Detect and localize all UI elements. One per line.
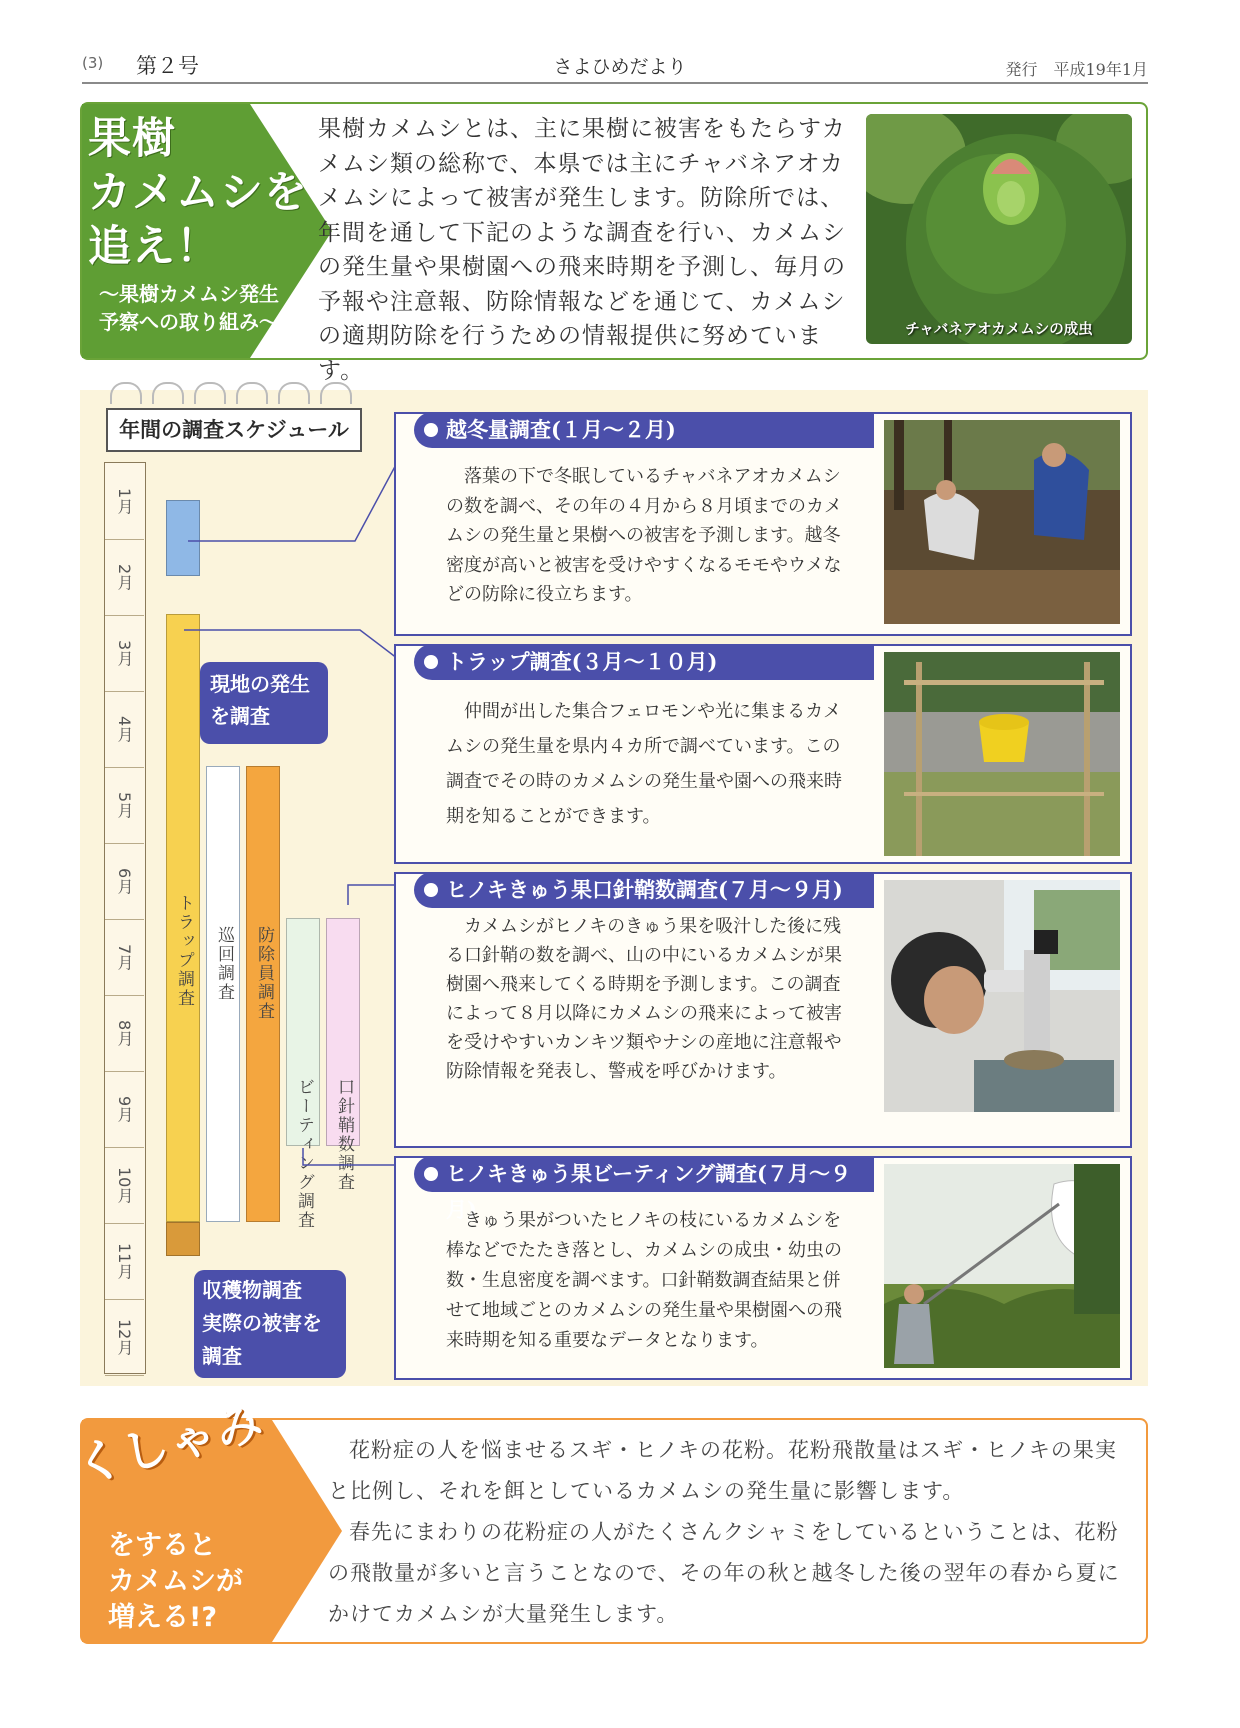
- survey-card-beating: [394, 1156, 1132, 1380]
- schedule-title: 年間の調査スケジュール: [106, 408, 362, 452]
- schedule-bar-label: 防除員調査: [254, 926, 274, 1021]
- month-label: 5月: [105, 767, 144, 844]
- intro-subtitle: ～果樹カメムシ発生 予察への取り組み～: [99, 282, 279, 334]
- callout-field-survey: 現地の発生 を調査: [200, 662, 328, 744]
- month-label: 9月: [105, 1071, 144, 1148]
- schedule-bar-label: 口針鞘数調査: [334, 1078, 354, 1192]
- survey-text: 仲間が出した集合フェロモンや光に集まるカメムシの発生量を県内４カ所で調べています。この調査でその時のカメムシの発生量や園への飛来時期を知ることができます。: [446, 701, 842, 827]
- intro-body: 果樹カメムシとは、主に果樹に被害をもたらすカメムシ類の総称で、本県では主にチャバネアオカメムシによって被害が発生します。防除所では、年間を通して下記のような調査を行い、カメムシの発生量や果樹園への飛来時期を予測し、毎月の予報や注意報、防除情報などを通じて、カメムシの適期防除を行うための情報提供に努めています。: [318, 116, 846, 384]
- photo-caption: チャバネアオカメムシの成虫: [905, 322, 1093, 338]
- sneeze-subtitle: をすると カメムシが 増える!?: [108, 1530, 243, 1633]
- trap-survey-photo: [884, 652, 1120, 856]
- month-label: 2月: [105, 539, 144, 616]
- sneeze-paragraph-2: 春先にまわりの花粉症の人がたくさんクシャミをしているということは、花粉の飛散量が多いと言うことなので、その年の秋と越冬した後の翌年の春から夏にかけてカメムシが大量発生します。: [328, 1520, 1120, 1626]
- month-label: 1月: [105, 463, 144, 540]
- issue-number: 第２号: [136, 54, 199, 78]
- connector-lines: [170, 440, 410, 1200]
- month-label: 8月: [105, 995, 144, 1072]
- month-label: 6月: [105, 843, 144, 920]
- survey-text: きゅう果がついたヒノキの枝にいるカメムシを棒などでたたき落とし、カメムシの成虫・幼虫の数・生息密度を調べます。口針鞘数調査結果と併せて地域ごとのカメムシの発生量や果樹園への飛来時期を知る重要なデータとなります。: [446, 1210, 842, 1351]
- sneeze-paragraph-1: 花粉症の人を悩ませるスギ・ヒノキの花粉。花粉飛散量はスギ・ヒノキの果実と比例し、それを餌としているカメムシの発生量に影響します。: [328, 1438, 1117, 1503]
- header-divider: [82, 82, 1148, 84]
- survey-card-trap: [394, 644, 1132, 864]
- schedule-bar-label: ビーティング調査: [294, 1078, 314, 1230]
- microscope-photo: [884, 880, 1120, 1112]
- overwinter-survey-photo: [884, 420, 1120, 624]
- schedule-bar-label: 巡回調査: [214, 926, 234, 1002]
- schedule-bar-label: トラップ調査: [174, 894, 194, 1008]
- survey-text: 落葉の下で冬眠しているチャバネアオカメムシの数を調べ、その年の４月から８月頃までのカメムシの発生量と果樹への被害を予測します。越冬密度が高いと被害を受けやすくなるモモやウメなどの防除に役立ちます。: [446, 466, 842, 605]
- survey-text: カメムシがヒノキのきゅう果を吸汁した後に残る口針鞘の数を調べ、山の中にいるカメムシが果樹園へ飛来してくる時期を予測します。この調査によって８月以降にカメムシの飛来によって被害を受けやすいカンキツ類やナシの産地に注意報や防除情報を発表し、警戒を呼びかけます。: [446, 916, 842, 1082]
- newsletter-title: さよひめだより: [553, 56, 687, 78]
- month-label: 3月: [105, 615, 144, 692]
- page-number: (3): [82, 54, 104, 72]
- survey-title: ヒノキきゅう果口針鞘数調査(７月～９月): [414, 872, 874, 908]
- survey-card-stylet-sheath: [394, 872, 1132, 1148]
- issue-date: 発行 平成19年1月: [1005, 60, 1148, 79]
- month-label: 7月: [105, 919, 144, 996]
- sneeze-body: [328, 1430, 1134, 1635]
- callout-harvest-survey: 収穫物調査 実際の被害を 調査: [194, 1270, 346, 1378]
- month-label: 12月: [105, 1299, 144, 1376]
- survey-card-overwinter: [394, 412, 1132, 636]
- survey-title: 越冬量調査(１月～２月): [414, 412, 874, 448]
- stink-bug-photo: [866, 114, 1132, 344]
- month-label: 4月: [105, 691, 144, 768]
- beating-survey-photo: [884, 1164, 1120, 1368]
- month-label: 11月: [105, 1223, 144, 1300]
- month-label: 10月: [105, 1147, 144, 1224]
- survey-title: トラップ調査(３月～１０月): [414, 644, 874, 680]
- sneeze-title: くしゃみ: [70, 1394, 270, 1494]
- month-column: [104, 462, 146, 1374]
- intro-title: 果樹 カメムシを 追え！: [88, 114, 308, 272]
- survey-title: ヒノキきゅう果ビーティング調査(７月～９月): [414, 1156, 874, 1192]
- schedule-bar: [166, 1222, 200, 1256]
